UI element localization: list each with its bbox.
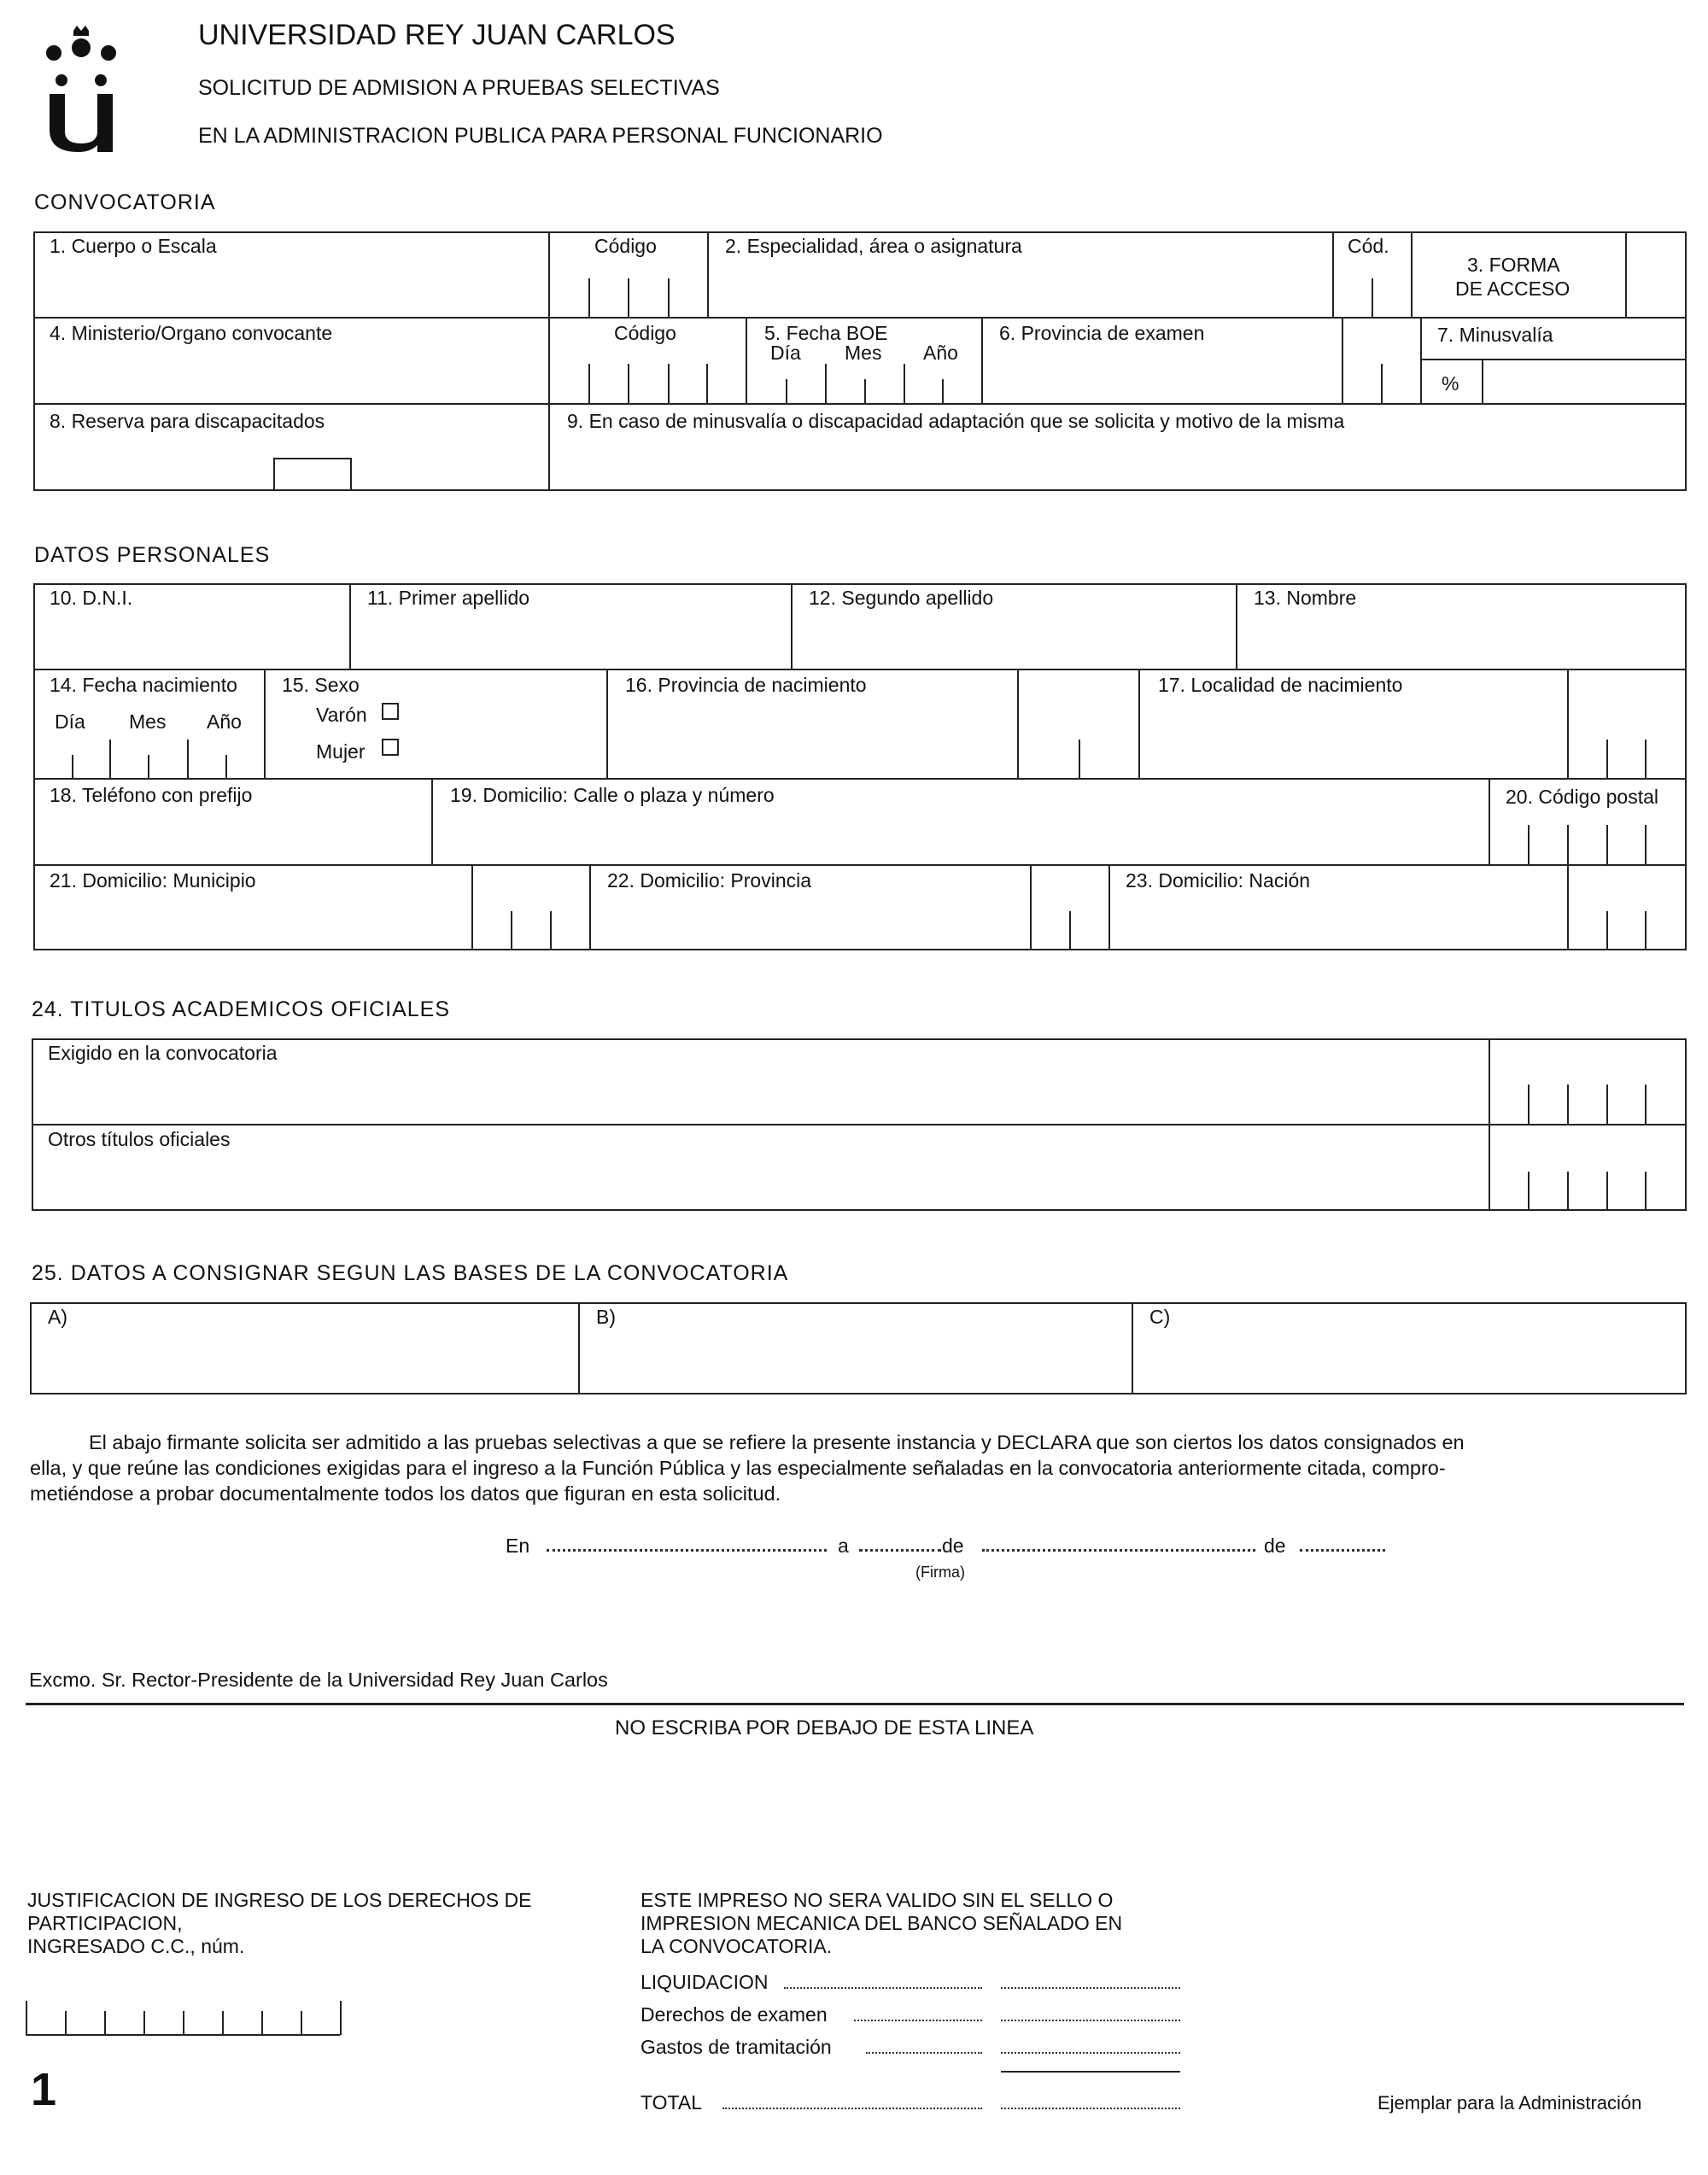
banco-line3: LA CONVOCATORIA.: [640, 1935, 833, 1957]
field-dato-b: B): [596, 1306, 616, 1328]
liquidacion-amount[interactable]: [1001, 1987, 1180, 1989]
label-firma: (Firma): [915, 1564, 965, 1581]
label-nac-anio: Año: [207, 710, 242, 733]
form-title-line1: SOLICITUD DE ADMISION A PRUEBAS SELECTIVAS: [198, 76, 720, 100]
mujer-checkbox[interactable]: [382, 739, 399, 756]
field-codigo-1: Código: [594, 235, 657, 257]
label-varon: Varón: [316, 704, 367, 726]
declaracion-line3: metiéndose a probar documentalmente todos los datos que figuran en esta solicitud.: [30, 1482, 781, 1505]
field-codigo-postal: 20. Código postal: [1506, 786, 1659, 808]
field-ministerio: 4. Ministerio/Organo convocante: [50, 322, 333, 344]
titulos-heading: 24. TITULOS ACADEMICOS OFICIALES: [32, 997, 450, 1021]
field-domicilio-calle: 19. Domicilio: Calle o plaza y número: [450, 784, 775, 806]
datos-personales-heading: DATOS PERSONALES: [34, 543, 271, 567]
label-percent: %: [1442, 372, 1459, 395]
page-number: 1: [31, 2064, 57, 2115]
label-gastos-tramitacion: Gastos de tramitación: [640, 2036, 832, 2058]
bases-table: [30, 1302, 1687, 1394]
gastos-leader: [866, 2052, 982, 2054]
field-fecha-nacimiento: 14. Fecha nacimiento: [50, 674, 237, 696]
bases-heading: 25. DATOS A CONSIGNAR SEGUN LAS BASES DE LA CONVOCATORIA: [32, 1261, 789, 1285]
justificacion-line3: INGRESADO C.C., núm.: [27, 1935, 245, 1957]
cut-line: [26, 1703, 1684, 1705]
university-logo: [43, 24, 120, 152]
total-amount[interactable]: [1001, 2108, 1180, 2109]
label-derechos-examen: Derechos de examen: [640, 2003, 828, 2026]
label-boe-anio: Año: [923, 342, 958, 364]
label-liquidacion: LIQUIDACION: [640, 1971, 769, 1993]
field-domicilio-nacion: 23. Domicilio: Nación: [1126, 869, 1311, 892]
field-provincia-nacimiento: 16. Provincia de nacimiento: [625, 674, 867, 696]
field-dato-c: C): [1149, 1306, 1171, 1328]
field-sexo: 15. Sexo: [282, 674, 360, 696]
varon-checkbox[interactable]: [382, 703, 399, 720]
declaracion-line2: ella, y que reúne las condiciones exigidas para el ingreso a la Función Pública y las especialmente señaladas en la convocatoria anteriormente citada, compro-: [30, 1457, 1446, 1479]
field-cod: Cód.: [1348, 235, 1389, 257]
university-title: UNIVERSIDAD REY JUAN CARLOS: [198, 19, 676, 51]
dia-field[interactable]: [859, 1549, 941, 1552]
liquidacion-leader: [784, 1987, 982, 1989]
banco-line2: IMPRESION MECANICA DEL BANCO SEÑALADO EN: [640, 1912, 1123, 1934]
label-a: a: [838, 1535, 849, 1557]
field-domicilio-provincia: 22. Domicilio: Provincia: [607, 869, 812, 892]
field-forma-acceso-1: 3. FORMA: [1467, 254, 1560, 276]
field-primer-apellido: 11. Primer apellido: [367, 587, 530, 609]
field-dato-a: A): [48, 1306, 67, 1328]
reserva-discapacitados-box[interactable]: [273, 458, 352, 491]
total-leader: [722, 2108, 982, 2109]
field-reserva-discapacitados: 8. Reserva para discapacitados: [50, 410, 325, 432]
cc-number-field[interactable]: [26, 2001, 342, 2037]
label-boe-mes: Mes: [845, 342, 882, 364]
ejemplar-label: Ejemplar para la Administración: [1378, 2092, 1642, 2114]
label-en: En: [506, 1535, 530, 1557]
mes-field[interactable]: [982, 1549, 1255, 1552]
field-adaptacion: 9. En caso de minusvalía o discapacidad adaptación que se solicita y motivo de la misma: [567, 410, 1345, 432]
field-domicilio-municipio: 21. Domicilio: Municipio: [50, 869, 256, 892]
field-fecha-boe: 5. Fecha BOE: [764, 322, 888, 344]
field-provincia-examen: 6. Provincia de examen: [999, 322, 1205, 344]
field-telefono: 18. Teléfono con prefijo: [50, 784, 253, 806]
gastos-amount[interactable]: [1001, 2052, 1180, 2054]
field-codigo-2: Código: [614, 322, 676, 344]
field-titulo-exigido: Exigido en la convocatoria: [48, 1042, 278, 1064]
label-de-1: de: [942, 1535, 964, 1557]
label-mujer: Mujer: [316, 740, 366, 763]
label-boe-dia: Día: [770, 342, 801, 364]
field-minusvalia: 7. Minusvalía: [1437, 324, 1553, 346]
anio-field[interactable]: [1300, 1549, 1385, 1552]
derechos-leader: [854, 2020, 982, 2021]
field-especialidad: 2. Especialidad, área o asignatura: [725, 235, 1022, 257]
field-otros-titulos: Otros títulos oficiales: [48, 1128, 231, 1150]
label-nac-mes: Mes: [129, 710, 167, 733]
form-title-line2: EN LA ADMINISTRACION PUBLICA PARA PERSONAL FUNCIONARIO: [198, 124, 883, 148]
field-forma-acceso-2: DE ACCESO: [1455, 278, 1571, 300]
declaracion-line1: El abajo firmante solicita ser admitido a las pruebas selectivas a que se refiere la presente instancia y DECLARA que son ciertos los datos consignados en: [89, 1431, 1465, 1453]
field-nombre: 13. Nombre: [1254, 587, 1357, 609]
convocatoria-heading: CONVOCATORIA: [34, 190, 216, 214]
field-segundo-apellido: 12. Segundo apellido: [809, 587, 994, 609]
subtotal-line: [1001, 2071, 1180, 2073]
field-localidad-nacimiento: 17. Localidad de nacimiento: [1158, 674, 1403, 696]
no-escriba-notice: NO ESCRIBA POR DEBAJO DE ESTA LINEA: [615, 1716, 1034, 1739]
justificacion-line1: JUSTIFICACION DE INGRESO DE LOS DERECHOS DE: [27, 1889, 532, 1911]
label-nac-dia: Día: [55, 710, 85, 733]
lugar-field[interactable]: [547, 1549, 827, 1552]
derechos-amount[interactable]: [1001, 2020, 1180, 2021]
banco-line1: ESTE IMPRESO NO SERA VALIDO SIN EL SELLO O: [640, 1889, 1114, 1911]
destinatario: Excmo. Sr. Rector-Presidente de la Universidad Rey Juan Carlos: [29, 1669, 608, 1691]
label-total: TOTAL: [640, 2091, 702, 2114]
field-dni: 10. D.N.I.: [50, 587, 133, 609]
field-cuerpo-escala: 1. Cuerpo o Escala: [50, 235, 217, 257]
datos-personales-table: [33, 583, 1687, 950]
justificacion-line2: PARTICIPACION,: [27, 1912, 183, 1934]
label-de-2: de: [1264, 1535, 1286, 1557]
